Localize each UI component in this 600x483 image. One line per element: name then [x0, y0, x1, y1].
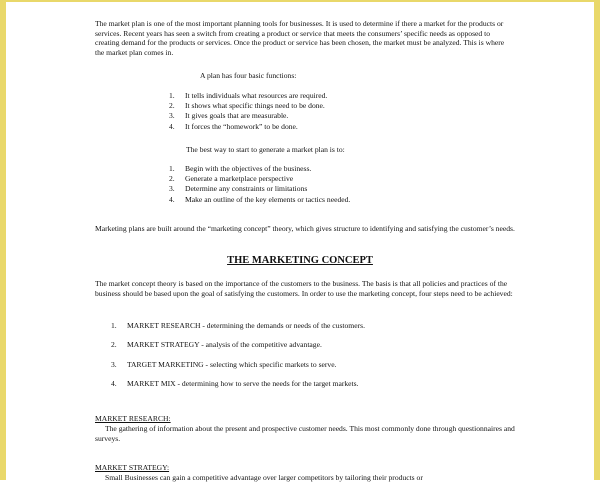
- list-item-number: 1.: [169, 164, 175, 173]
- marketing-plans-paragraph: Marketing plans are built around the “marketing concept” theory, which gives structure to identifying and satisfying the customer’s needs.: [95, 224, 515, 233]
- list-item-number: 2.: [111, 340, 117, 350]
- list-item-number: 3.: [169, 111, 175, 121]
- intro-paragraph: The market plan is one of the most important planning tools for businesses. It is used to determine if there a market for the products or services. Recent years has seen a switch from creating a product or service that meets the consumers’ specific needs as opposed to creating demand for the products or services. Once the product or service has been chosen, the market must be analyzed. This is where the market plan comes in.: [95, 19, 505, 58]
- list-item-number: 1.: [169, 91, 175, 100]
- market-research-text: The gathering of information about the present and prospective customer needs. This most commonly done through questionnaires and surveys.: [95, 424, 515, 443]
- list-item-number: 4.: [169, 121, 175, 131]
- list-item-number: 2.: [169, 101, 175, 111]
- list-item-text: MARKET MIX - determining how to serve the needs for the target markets.: [127, 379, 359, 389]
- list-item-number: 4.: [111, 379, 117, 389]
- list-item: [111, 340, 365, 350]
- list-item-text: It tells individuals what resources are required.: [185, 91, 328, 100]
- market-strategy-heading: MARKET STRATEGY:: [95, 463, 170, 472]
- list-item: [111, 360, 365, 370]
- list-item: [169, 91, 327, 101]
- list-item-number: 1.: [111, 321, 117, 330]
- list-item: [169, 101, 327, 111]
- list-item-text: MARKET RESEARCH - determining the demands or needs of the customers.: [127, 321, 365, 330]
- list-item: [111, 379, 365, 389]
- list-item: [169, 184, 350, 194]
- concept-paragraph: The market concept theory is based on the importance of the customers to the business. The basis is that all policies and practices of the business should be based upon the goal of satisfying the customers. In order to use the marketing concept, four steps need to be achieved:: [95, 279, 513, 298]
- list-item-text: TARGET MARKETING - selecting which specific markets to serve.: [127, 359, 337, 369]
- best-way-intro: The best way to start to generate a market plan is to:: [186, 145, 345, 154]
- list-item-text: Determine any constraints or limitations: [185, 184, 308, 194]
- list-item-text: Begin with the objectives of the business.: [185, 164, 312, 173]
- list-item: [111, 321, 365, 331]
- list-item-text: It gives goals that are measurable.: [185, 111, 289, 121]
- list-item-number: 3.: [169, 184, 175, 194]
- list-item: [169, 174, 350, 184]
- list-item-text: Make an outline of the key elements or tactics needed.: [185, 194, 351, 204]
- concept-steps-list: [111, 321, 365, 399]
- functions-intro: A plan has four basic functions:: [200, 71, 297, 80]
- list-item-text: It shows what specific things need to be done.: [185, 101, 325, 111]
- list-item-text: Generate a marketplace perspective: [185, 174, 294, 184]
- list-item: [169, 111, 327, 121]
- section-heading: THE MARKETING CONCEPT: [227, 255, 373, 266]
- list-item: [169, 164, 350, 174]
- list-item-text: MARKET STRATEGY - analysis of the competitive advantage.: [127, 340, 322, 350]
- functions-list: [169, 91, 327, 132]
- steps-list: [169, 164, 350, 205]
- list-item: [169, 122, 327, 132]
- list-item: [169, 195, 350, 205]
- list-item-number: 3.: [111, 359, 117, 369]
- list-item-number: 2.: [169, 174, 175, 184]
- market-strategy-text: Small Businesses can gain a competitive advantage over larger competitors by tailoring their products or: [105, 473, 423, 482]
- market-research-heading: MARKET RESEARCH:: [95, 414, 171, 423]
- list-item-number: 4.: [169, 194, 175, 204]
- list-item-text: It forces the “homework” to be done.: [185, 121, 298, 131]
